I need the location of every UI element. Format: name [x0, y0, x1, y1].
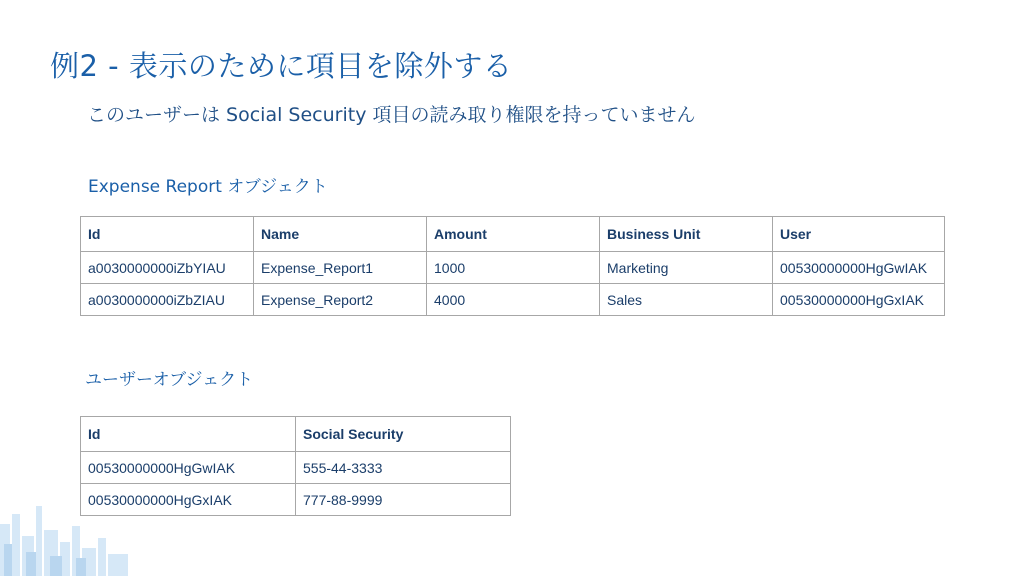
page-subtitle: このユーザーは Social Security 項目の読み取り権限を持っていません [87, 104, 696, 126]
table-cell: Sales [600, 284, 773, 316]
expense-report-table [80, 216, 945, 316]
page-title: 例2 - 表示のために項目を除外する [50, 49, 513, 83]
table-cell: 777-88-9999 [296, 484, 511, 516]
table-cell: 00530000000HgGxIAK [773, 284, 945, 316]
table-cell: a0030000000iZbYIAU [81, 252, 254, 284]
user-object-table [80, 416, 511, 516]
header-cell: Id [81, 217, 254, 252]
table-cell: 00530000000HgGxIAK [81, 484, 296, 516]
table-cell: Expense_Report1 [254, 252, 427, 284]
table-cell: 00530000000HgGwIAK [773, 252, 945, 284]
table-cell: Marketing [600, 252, 773, 284]
table-cell: 1000 [427, 252, 600, 284]
header-cell: User [773, 217, 945, 252]
table-cell: 4000 [427, 284, 600, 316]
table-header-row [81, 417, 511, 452]
table-cell: 555-44-3333 [296, 452, 511, 484]
table-cell: a0030000000iZbZIAU [81, 284, 254, 316]
table-cell: Expense_Report2 [254, 284, 427, 316]
header-cell: Name [254, 217, 427, 252]
header-cell: Id [81, 417, 296, 452]
expense-report-section-label: Expense Report オブジェクト [88, 177, 328, 197]
table-row [81, 252, 945, 284]
table-row [81, 452, 511, 484]
table-row [81, 484, 511, 516]
header-cell: Social Security [296, 417, 511, 452]
table-header-row [81, 217, 945, 252]
header-cell: Business Unit [600, 217, 773, 252]
user-object-section-label: ユーザーオブジェクト [85, 370, 254, 390]
header-cell: Amount [427, 217, 600, 252]
city-skyline-decoration [0, 496, 130, 576]
table-cell: 00530000000HgGwIAK [81, 452, 296, 484]
table-row [81, 284, 945, 316]
